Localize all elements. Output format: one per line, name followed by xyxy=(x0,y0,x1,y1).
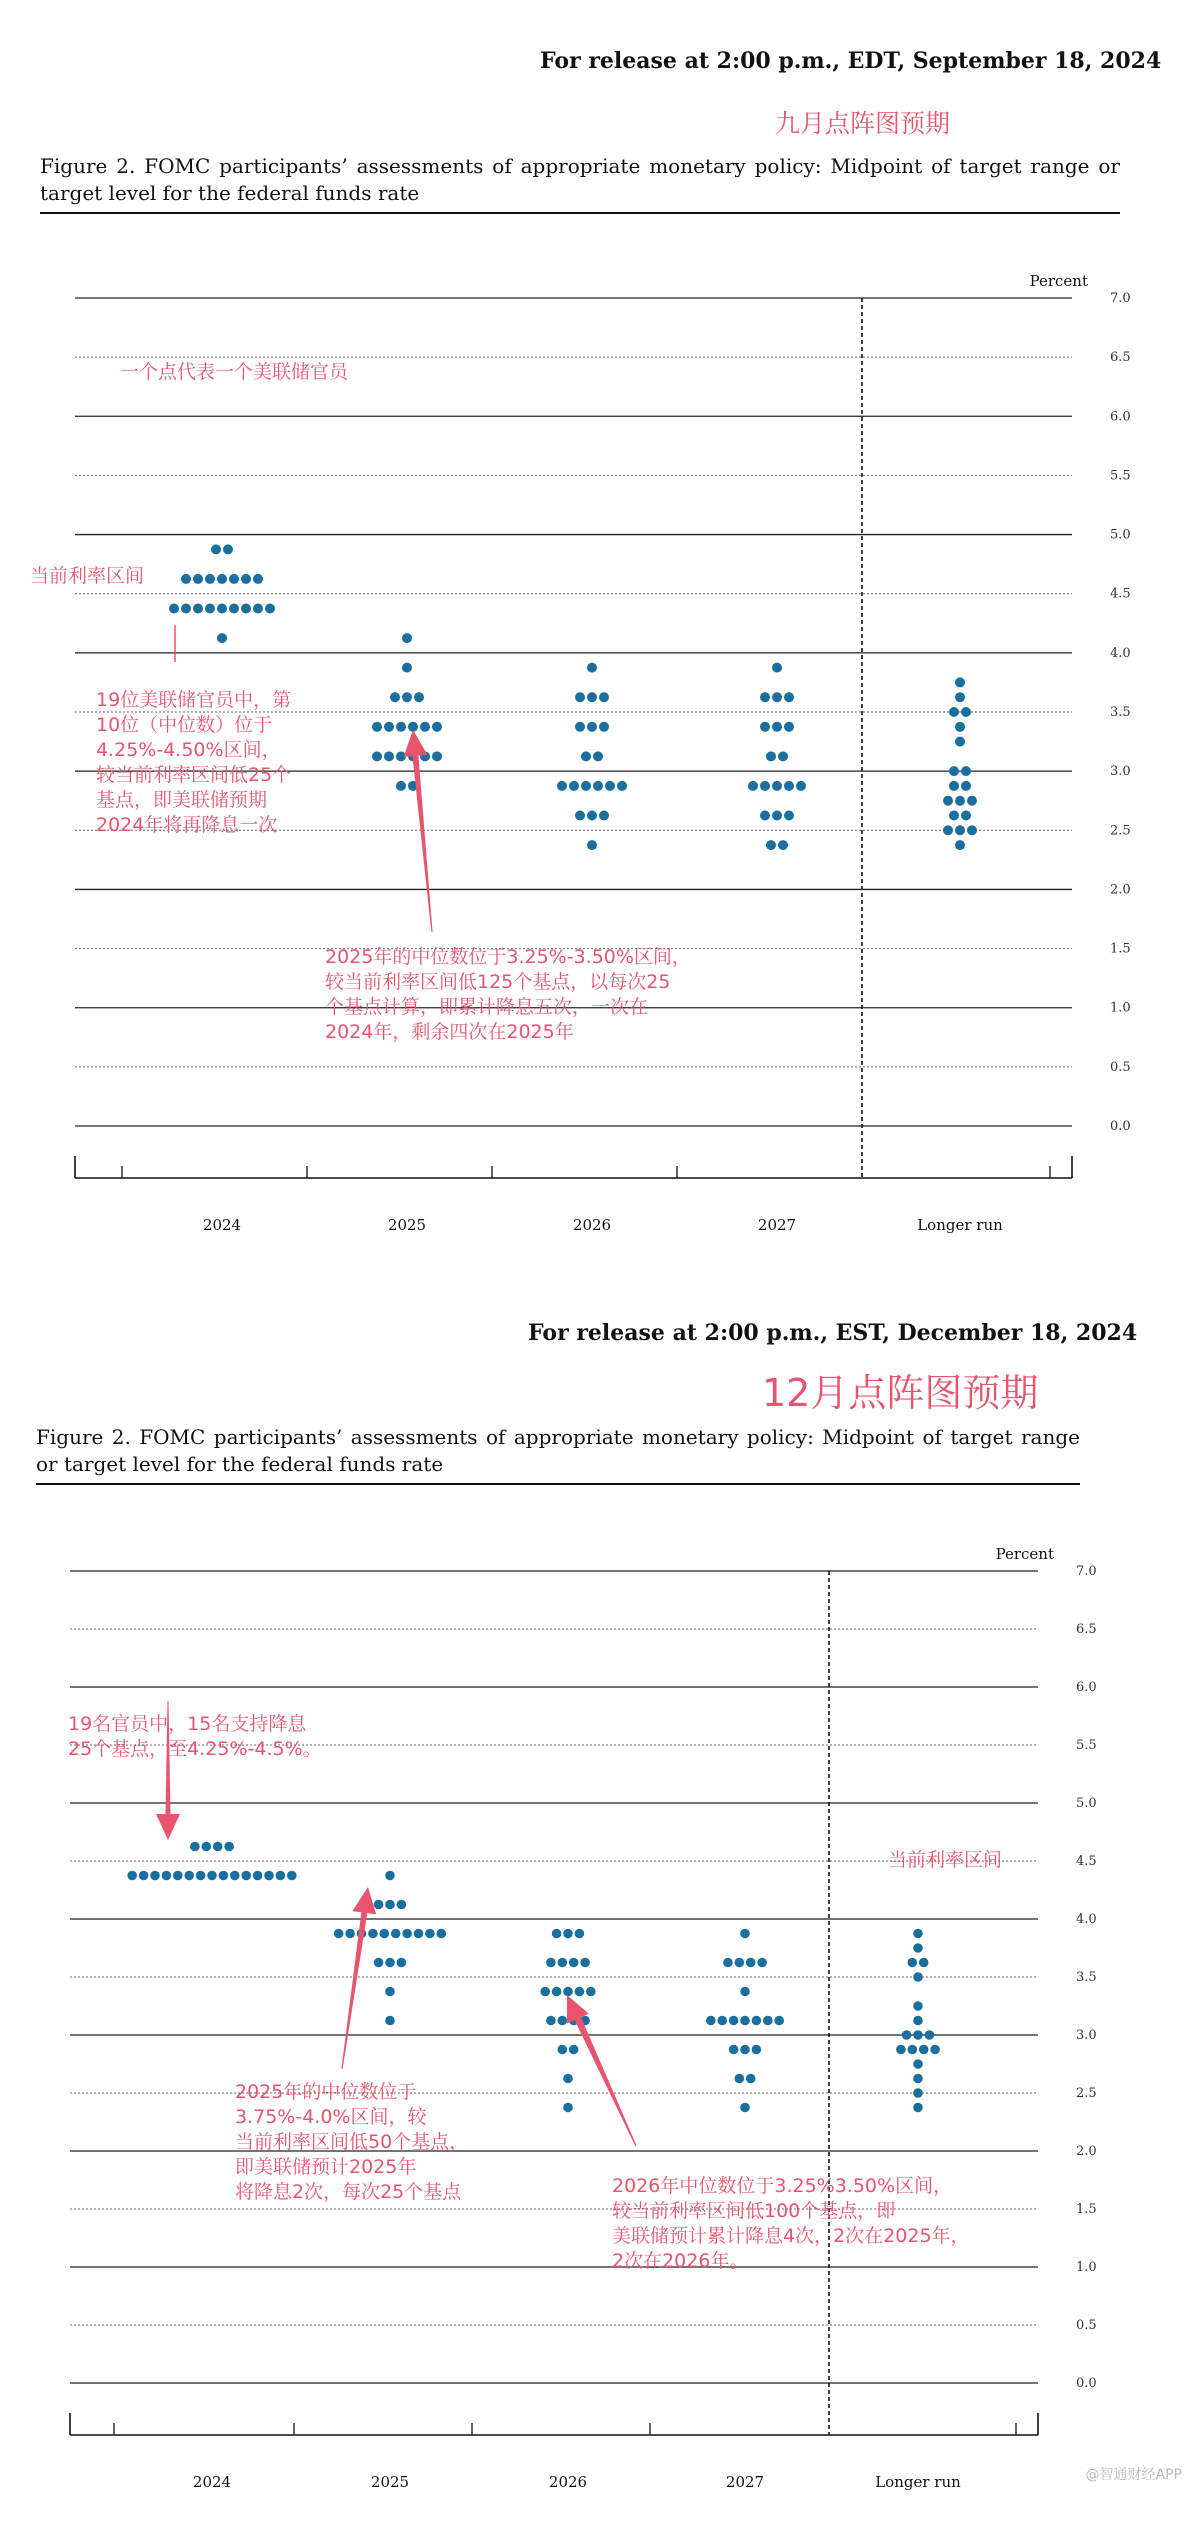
participant-dot xyxy=(735,1958,745,1968)
participant-dot xyxy=(368,1929,378,1939)
participant-dot xyxy=(772,722,782,732)
participant-dot xyxy=(437,1929,447,1939)
participant-dot xyxy=(552,1929,562,1939)
participant-dot xyxy=(202,1842,212,1852)
participant-dot xyxy=(385,1900,395,1910)
participant-dot xyxy=(213,1842,223,1852)
x-category-label: 2027 xyxy=(725,2473,765,2491)
participant-dot xyxy=(181,604,191,614)
participant-dot xyxy=(397,1958,407,1968)
participant-dot xyxy=(961,707,971,717)
dot-plot-december xyxy=(0,1525,1190,2525)
participant-dot xyxy=(925,2030,935,2040)
participant-dot xyxy=(729,2045,739,2055)
participant-dot xyxy=(219,1871,229,1881)
participant-dot xyxy=(385,1871,395,1881)
participant-dot xyxy=(760,692,770,702)
participant-dot xyxy=(372,751,382,761)
participant-dot xyxy=(913,2001,923,2011)
participant-dot xyxy=(217,604,227,614)
note-one-dot-one-official: 一个点代表一个美联储官员 xyxy=(120,361,349,383)
x-category-label: 2026 xyxy=(548,2473,588,2491)
release-line: For release at 2:00 p.m., EDT, September 18, 2024 xyxy=(540,48,1162,74)
participant-dot xyxy=(540,1987,550,1997)
participant-dot xyxy=(563,2103,573,2113)
participant-dot xyxy=(181,574,191,584)
participant-dot xyxy=(706,2016,716,2026)
participant-dot xyxy=(784,781,794,791)
participant-dot xyxy=(961,781,971,791)
participant-dot xyxy=(955,722,965,732)
participant-dot xyxy=(943,825,953,835)
participant-dot xyxy=(599,811,609,821)
y-tick-label: 5.0 xyxy=(1076,1796,1097,1811)
x-category-label: 2027 xyxy=(757,1216,797,1234)
participant-dot xyxy=(902,2030,912,2040)
note-2025-median: 2025年的中位数位于 3.75%-4.0%区间，较 当前利率区间低50个基点， 即美联储预计2025年 将降息2次，每次25个基点 xyxy=(235,2081,469,2203)
participant-dot xyxy=(345,1929,355,1939)
participant-dot xyxy=(587,840,597,850)
y-tick-label: 3.0 xyxy=(1110,764,1131,780)
participant-dot xyxy=(581,781,591,791)
y-tick-label: 3.0 xyxy=(1076,2028,1097,2043)
participant-dot xyxy=(196,1871,206,1881)
participant-dot xyxy=(752,2016,762,2026)
participant-dot xyxy=(772,692,782,702)
participant-dot xyxy=(230,1871,240,1881)
participant-dot xyxy=(173,1871,183,1881)
participant-dot xyxy=(211,544,221,554)
participant-dot xyxy=(913,2103,923,2113)
participant-dot xyxy=(575,1987,585,1997)
participant-dot xyxy=(432,722,442,732)
participant-dot xyxy=(729,2016,739,2026)
participant-dot xyxy=(384,751,394,761)
participant-dot xyxy=(913,2059,923,2069)
participant-dot xyxy=(334,1929,344,1939)
participant-dot xyxy=(396,722,406,732)
participant-dot xyxy=(919,1958,929,1968)
participant-dot xyxy=(563,2074,573,2084)
participant-dot xyxy=(391,1929,401,1939)
participant-dot xyxy=(587,811,597,821)
participant-dot xyxy=(740,2016,750,2026)
participant-dot xyxy=(961,766,971,776)
participant-dot xyxy=(766,751,776,761)
participant-dot xyxy=(778,751,788,761)
caption-rule xyxy=(36,1483,1080,1485)
participant-dot xyxy=(913,1943,923,1953)
participant-dot xyxy=(735,2074,745,2084)
participant-dot xyxy=(949,811,959,821)
participant-dot xyxy=(760,781,770,791)
participant-dot xyxy=(772,811,782,821)
participant-dot xyxy=(253,574,263,584)
participant-dot xyxy=(752,2045,762,2055)
participant-dot xyxy=(913,2074,923,2084)
participant-dot xyxy=(587,692,597,702)
y-tick-label: 6.0 xyxy=(1110,409,1131,425)
participant-dot xyxy=(581,751,591,761)
participant-dot xyxy=(772,781,782,791)
participant-dot xyxy=(930,2045,940,2055)
participant-dot xyxy=(552,1987,562,1997)
annotation-title: 12月点阵图预期 xyxy=(762,1371,1039,1415)
participant-dot xyxy=(896,2045,906,2055)
participant-dot xyxy=(229,604,239,614)
y-tick-label: 4.5 xyxy=(1076,1854,1097,1869)
participant-dot xyxy=(748,781,758,791)
participant-dot xyxy=(740,1929,750,1939)
participant-dot xyxy=(740,1987,750,1997)
participant-dot xyxy=(546,2016,556,2026)
participant-dot xyxy=(223,544,233,554)
x-category-label: 2025 xyxy=(370,2473,410,2491)
participant-dot xyxy=(961,811,971,821)
participant-dot xyxy=(593,781,603,791)
participant-dot xyxy=(575,692,585,702)
y-tick-label: 1.5 xyxy=(1076,2202,1097,2217)
participant-dot xyxy=(913,1929,923,1939)
participant-dot xyxy=(949,766,959,776)
figure-caption: Figure 2. FOMC participants’ assessments of appropriate monetary policy: Midpoint of target range or target level for the federal funds rate xyxy=(40,154,1120,205)
y-tick-label: 1.0 xyxy=(1110,1000,1131,1016)
participant-dot xyxy=(723,1958,733,1968)
x-category-label: Longer run xyxy=(917,1216,1003,1234)
participant-dot xyxy=(913,2088,923,2098)
participant-dot xyxy=(605,781,615,791)
participant-dot xyxy=(586,1987,596,1997)
participant-dot xyxy=(913,2016,923,2026)
participant-dot xyxy=(287,1871,297,1881)
participant-dot xyxy=(563,1987,573,1997)
y-tick-label: 4.0 xyxy=(1110,645,1131,661)
participant-dot xyxy=(380,1929,390,1939)
participant-dot xyxy=(546,1958,556,1968)
participant-dot xyxy=(599,722,609,732)
participant-dot xyxy=(205,604,215,614)
participant-dot xyxy=(908,2045,918,2055)
participant-dot xyxy=(557,781,567,791)
participant-dot xyxy=(139,1871,149,1881)
annotation-arrow xyxy=(341,1887,376,2069)
participant-dot xyxy=(385,1987,395,1997)
participant-dot xyxy=(772,663,782,673)
participant-dot xyxy=(746,2074,756,2084)
participant-dot xyxy=(967,796,977,806)
participant-dot xyxy=(955,796,965,806)
participant-dot xyxy=(943,796,953,806)
participant-dot xyxy=(207,1871,217,1881)
participant-dot xyxy=(385,2016,395,2026)
participant-dot xyxy=(575,811,585,821)
participant-dot xyxy=(919,2045,929,2055)
participant-dot xyxy=(740,2103,750,2113)
y-axis-unit-label: Percent xyxy=(1029,272,1088,290)
y-tick-label: 0.5 xyxy=(1110,1059,1131,1075)
participant-dot xyxy=(241,1871,251,1881)
x-category-label: 2024 xyxy=(202,1216,242,1234)
participant-dot xyxy=(569,1958,579,1968)
y-tick-label: 0.0 xyxy=(1076,2376,1097,2391)
participant-dot xyxy=(563,1929,573,1939)
participant-dot xyxy=(580,1958,590,1968)
participant-dot xyxy=(593,751,603,761)
x-category-label: 2025 xyxy=(387,1216,427,1234)
participant-dot xyxy=(241,604,251,614)
participant-dot xyxy=(414,1929,424,1939)
participant-dot xyxy=(253,1871,263,1881)
annotation-arrow xyxy=(403,730,432,932)
y-tick-label: 6.5 xyxy=(1110,350,1131,366)
participant-dot xyxy=(949,781,959,791)
participant-dot xyxy=(217,633,227,643)
participant-dot xyxy=(558,2016,568,2026)
participant-dot xyxy=(265,604,275,614)
y-tick-label: 7.0 xyxy=(1110,291,1131,306)
participant-dot xyxy=(763,2016,773,2026)
note-current-range: 当前利率区间 xyxy=(888,1849,1003,1871)
participant-dot xyxy=(229,574,239,584)
caption-rule xyxy=(40,212,1120,214)
y-tick-label: 1.0 xyxy=(1076,2260,1097,2275)
y-tick-label: 7.0 xyxy=(1076,1564,1097,1579)
participant-dot xyxy=(372,722,382,732)
y-tick-label: 5.5 xyxy=(1110,468,1131,484)
release-line: For release at 2:00 p.m., EST, December 18, 2024 xyxy=(528,1320,1138,1346)
figure-caption: Figure 2. FOMC participants’ assessments of appropriate monetary policy: Midpoint of target range or target level for the federal funds rate xyxy=(36,1425,1080,1476)
participant-dot xyxy=(558,2045,568,2055)
participant-dot xyxy=(385,1958,395,1968)
y-tick-label: 2.0 xyxy=(1110,882,1131,898)
participant-dot xyxy=(955,840,965,850)
y-tick-label: 3.5 xyxy=(1110,705,1131,720)
participant-dot xyxy=(390,692,400,702)
note-15-of-19-cut: 19名官员中，15名支持降息 25个基点，至4.25%-4.5%。 xyxy=(68,1713,322,1760)
participant-dot xyxy=(396,781,406,791)
note-2024-median: 19位美联储官员中，第 10位（中位数）位于 4.25%-4.50%区间， 较当前利率区间低25个 基点，即美联储预期 2024年将再降息一次 xyxy=(96,689,292,836)
participant-dot xyxy=(955,692,965,702)
participant-dot xyxy=(402,663,412,673)
y-axis-unit-label: Percent xyxy=(995,1545,1054,1563)
participant-dot xyxy=(955,677,965,687)
participant-dot xyxy=(205,574,215,584)
y-tick-label: 4.5 xyxy=(1110,586,1131,602)
participant-dot xyxy=(955,825,965,835)
participant-dot xyxy=(599,692,609,702)
y-tick-label: 6.5 xyxy=(1076,1622,1097,1637)
participant-dot xyxy=(193,604,203,614)
participant-dot xyxy=(774,2016,784,2026)
participant-dot xyxy=(432,751,442,761)
x-category-label: 2024 xyxy=(192,2473,232,2491)
participant-dot xyxy=(796,781,806,791)
x-category-label: Longer run xyxy=(875,2473,961,2491)
y-tick-label: 3.5 xyxy=(1076,1970,1097,1985)
y-tick-label: 0.5 xyxy=(1076,2318,1097,2333)
participant-dot xyxy=(402,692,412,702)
note-current-range: 当前利率区间 xyxy=(30,565,145,587)
participant-dot xyxy=(575,722,585,732)
participant-dot xyxy=(253,604,263,614)
participant-dot xyxy=(575,1929,585,1939)
participant-dot xyxy=(908,1958,918,1968)
participant-dot xyxy=(617,781,627,791)
participant-dot xyxy=(740,2045,750,2055)
participant-dot xyxy=(949,707,959,717)
participant-dot xyxy=(420,722,430,732)
participant-dot xyxy=(127,1871,137,1881)
participant-dot xyxy=(190,1842,200,1852)
participant-dot xyxy=(766,840,776,850)
participant-dot xyxy=(760,722,770,732)
y-tick-label: 0.0 xyxy=(1110,1119,1131,1134)
y-tick-label: 5.0 xyxy=(1110,527,1131,543)
participant-dot xyxy=(414,692,424,702)
participant-dot xyxy=(778,840,788,850)
participant-dot xyxy=(587,663,597,673)
participant-dot xyxy=(717,2016,727,2026)
participant-dot xyxy=(402,1929,412,1939)
participant-dot xyxy=(264,1871,274,1881)
participant-dot xyxy=(217,574,227,584)
participant-dot xyxy=(746,1958,756,1968)
x-category-label: 2026 xyxy=(572,1216,612,1234)
participant-dot xyxy=(784,811,794,821)
note-2025-median: 2025年的中位数位于3.25%-3.50%区间， 较当前利率区间低125个基点，以每次25 个基点计算，即累计降息五次，一次在 2024年，剩余四次在2025年 xyxy=(325,946,691,1043)
participant-dot xyxy=(397,1900,407,1910)
participant-dot xyxy=(587,722,597,732)
participant-dot xyxy=(913,2030,923,2040)
participant-dot xyxy=(384,722,394,732)
y-tick-label: 2.5 xyxy=(1076,2086,1097,2101)
participant-dot xyxy=(784,692,794,702)
y-tick-label: 2.5 xyxy=(1110,823,1131,839)
participant-dot xyxy=(955,737,965,747)
participant-dot xyxy=(913,1972,923,1982)
participant-dot xyxy=(162,1871,172,1881)
note-2026-median: 2026年中位数位于3.25%3.50%区间， 较当前利率区间低100个基点，即 美联储预计累计降息4次，2次在2025年， 2次在2026年。 xyxy=(612,2175,970,2272)
participant-dot xyxy=(169,604,179,614)
participant-dot xyxy=(150,1871,160,1881)
participant-dot xyxy=(967,825,977,835)
participant-dot xyxy=(224,1842,234,1852)
participant-dot xyxy=(374,1958,384,1968)
annotation-arrow xyxy=(567,1995,637,2146)
participant-dot xyxy=(374,1900,384,1910)
y-tick-label: 4.0 xyxy=(1076,1912,1097,1927)
participant-dot xyxy=(184,1871,194,1881)
participant-dot xyxy=(425,1929,435,1939)
participant-dot xyxy=(569,781,579,791)
y-tick-label: 1.5 xyxy=(1110,941,1131,957)
participant-dot xyxy=(558,1958,568,1968)
y-tick-label: 5.5 xyxy=(1076,1738,1097,1753)
participant-dot xyxy=(757,1958,767,1968)
participant-dot xyxy=(241,574,251,584)
participant-dot xyxy=(193,574,203,584)
participant-dot xyxy=(784,722,794,732)
participant-dot xyxy=(569,2045,579,2055)
participant-dot xyxy=(402,633,412,643)
y-tick-label: 6.0 xyxy=(1076,1680,1097,1695)
watermark: @智通财经APP xyxy=(1085,2467,1182,2483)
participant-dot xyxy=(760,811,770,821)
annotation-title: 九月点阵图预期 xyxy=(775,109,951,138)
participant-dot xyxy=(276,1871,286,1881)
y-tick-label: 2.0 xyxy=(1076,2144,1097,2159)
